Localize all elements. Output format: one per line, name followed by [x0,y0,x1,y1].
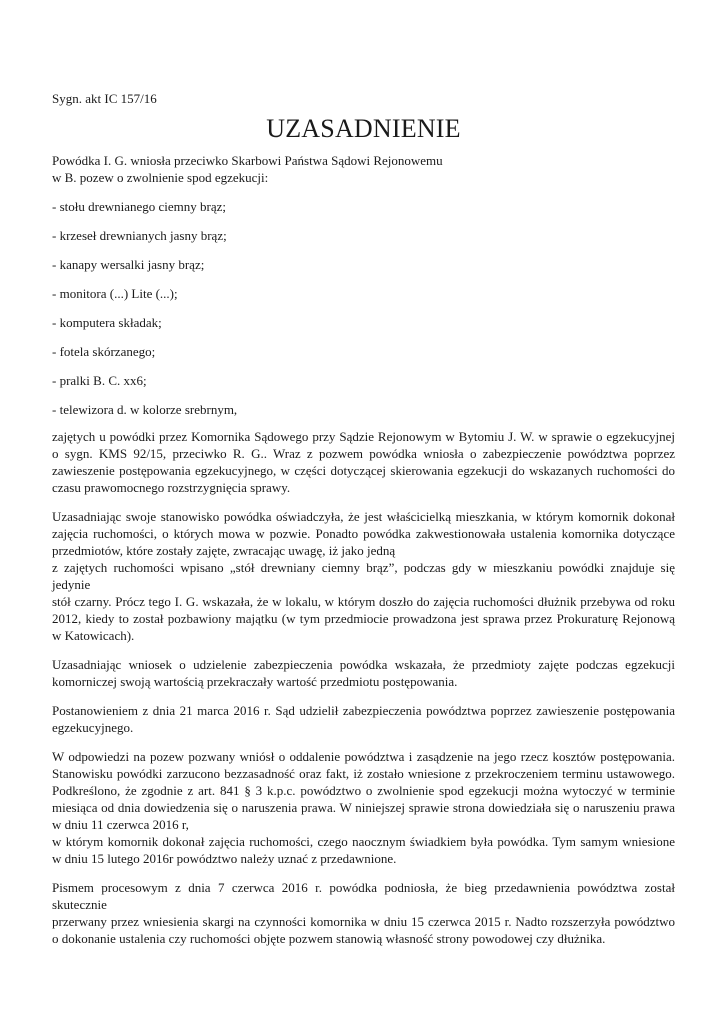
paragraph-line: Uzasadniając wniosek o udzielenie zabezpieczenia powódka wskazała, że przedmioty zajęte podczas egzekucji [52,657,675,672]
list-item: - monitora (...) Lite (...); [52,286,178,301]
body-paragraph [52,428,675,496]
paragraph-line: w dniu 15 lutego 2016r powództwo należy uznać z przedawnione. [52,851,397,866]
paragraph-line: w dniu 11 czerwca 2016 r, [52,817,189,832]
paragraph-line: z zajętych ruchomości wpisano „stół drewniany ciemny brąz”, podczas gdy w mieszkaniu powódki znajduje się jedynie [52,560,675,592]
paragraph-line: zajętych u powódki przez Komornika Sądowego przy Sądzie Rejonowym w Bytomiu J. W. w sprawie o egzekucyjnej [52,429,675,444]
paragraph-line: 2012, kiedy to został pozbawiony majątku (w tym przedmiocie prowadzona jest sprawa przez Prokuraturę Rejonową [52,611,675,626]
paragraph-line: Podkreślono, że zgodnie z art. 841 § 3 k.p.c. powództwo o zwolnienie spod egzekucji można wytoczyć w terminie [52,783,675,798]
intro-line: Powódka I. G. wniosła przeciwko Skarbowi Państwa Sądowi Rejonowemu [52,153,443,168]
paragraph-line: przerwany przez wniesienia skargi na czynności komornika w dniu 15 czerwca 2015 r. Nadto rozszerzyła powództwo [52,914,675,929]
paragraph-line: Postanowieniem z dnia 21 marca 2016 r. Sąd udzielił zabezpieczenia powództwa poprzez zawieszenie postępowania [52,703,675,718]
seized-items-list [52,198,675,430]
paragraph-line: komorniczej swoją wartością przekraczały wartość przedmiotu postępowania. [52,674,458,689]
body-paragraphs [52,428,675,959]
intro-paragraph [52,152,675,186]
case-number: Sygn. akt IC 157/16 [52,91,157,106]
body-paragraph [52,656,675,690]
body-paragraph [52,508,675,644]
list-item: - fotela skórzanego; [52,344,156,359]
paragraph-line: egzekucyjnego. [52,720,134,735]
paragraph-line: Pismem procesowym z dnia 7 czerwca 2016 r. powódka podniosła, że bieg przedawnienia powództwa został skutecznie [52,880,675,912]
body-paragraph [52,702,675,736]
list-item: - telewizora d. w kolorze srebrnym, [52,402,238,417]
paragraph-line: stół czarny. Prócz tego I. G. wskazała, że w lokalu, w którym doszło do zajęcia ruchomości dłużnik przebywa od roku [52,594,675,609]
paragraph-line: W odpowiedzi na pozew pozwany wniósł o oddalenie powództwa i zasądzenie na jego rzecz kosztów postępowania. [52,749,675,764]
paragraph-line: o sygn. KMS 92/15, przeciwko R. G.. Wraz z pozwem powódka wniosła o zabezpieczenie powództwa poprzez [52,446,675,461]
list-item: - krzeseł drewnianych jasny brąz; [52,228,227,243]
paragraph-line: czasu prawomocnego rozstrzygnięcia sprawy. [52,480,291,495]
document-title: UZASADNIENIE [266,114,461,143]
body-paragraph [52,879,675,947]
paragraph-line: Stanowisku powódki zarzucono bezzasadność oraz fakt, iż zostało wniesione z przekroczeniem terminu ustawowego. [52,766,675,781]
list-item: - pralki B. C. xx6; [52,373,147,388]
paragraph-line: miesiąca od dnia dowiedzenia się o naruszenia prawa. W niniejszej sprawie strona dowiedziała się o naruszeniu prawa [52,800,675,815]
paragraph-line: zajęcia ruchomości, o których mowa w pozwie. Ponadto powódka zakwestionowała ustalenia komornika dotyczące [52,526,675,541]
list-item: - stołu drewnianego ciemny brąz; [52,199,226,214]
paragraph-line: zawieszenie postępowania egzekucyjnego, w części dotyczącej skierowania egzekucji do wskazanych ruchomości do [52,463,675,478]
paragraph-line: w którym komornik dokonał zajęcia ruchomości, czego naocznym świadkiem była powódka. Tym samym wniesione [52,834,675,849]
paragraph-line: o dokonanie ustalenia czy ruchomości objęte pozwem stanowią własność strony powodowej czy dłużnika. [52,931,606,946]
list-item: - kanapy wersalki jasny brąz; [52,257,205,272]
paragraph-line: w Katowicach). [52,628,135,643]
paragraph-line: Uzasadniając swoje stanowisko powódka oświadczyła, że jest właścicielką mieszkania, w którym komornik dokonał [52,509,675,524]
body-paragraph [52,748,675,867]
list-item: - komputera składak; [52,315,162,330]
paragraph-line: przedmiotów, które zostały zajęte, zwracając uwagę, iż jako jedną [52,543,396,558]
intro-line: w B. pozew o zwolnienie spod egzekucji: [52,170,269,185]
